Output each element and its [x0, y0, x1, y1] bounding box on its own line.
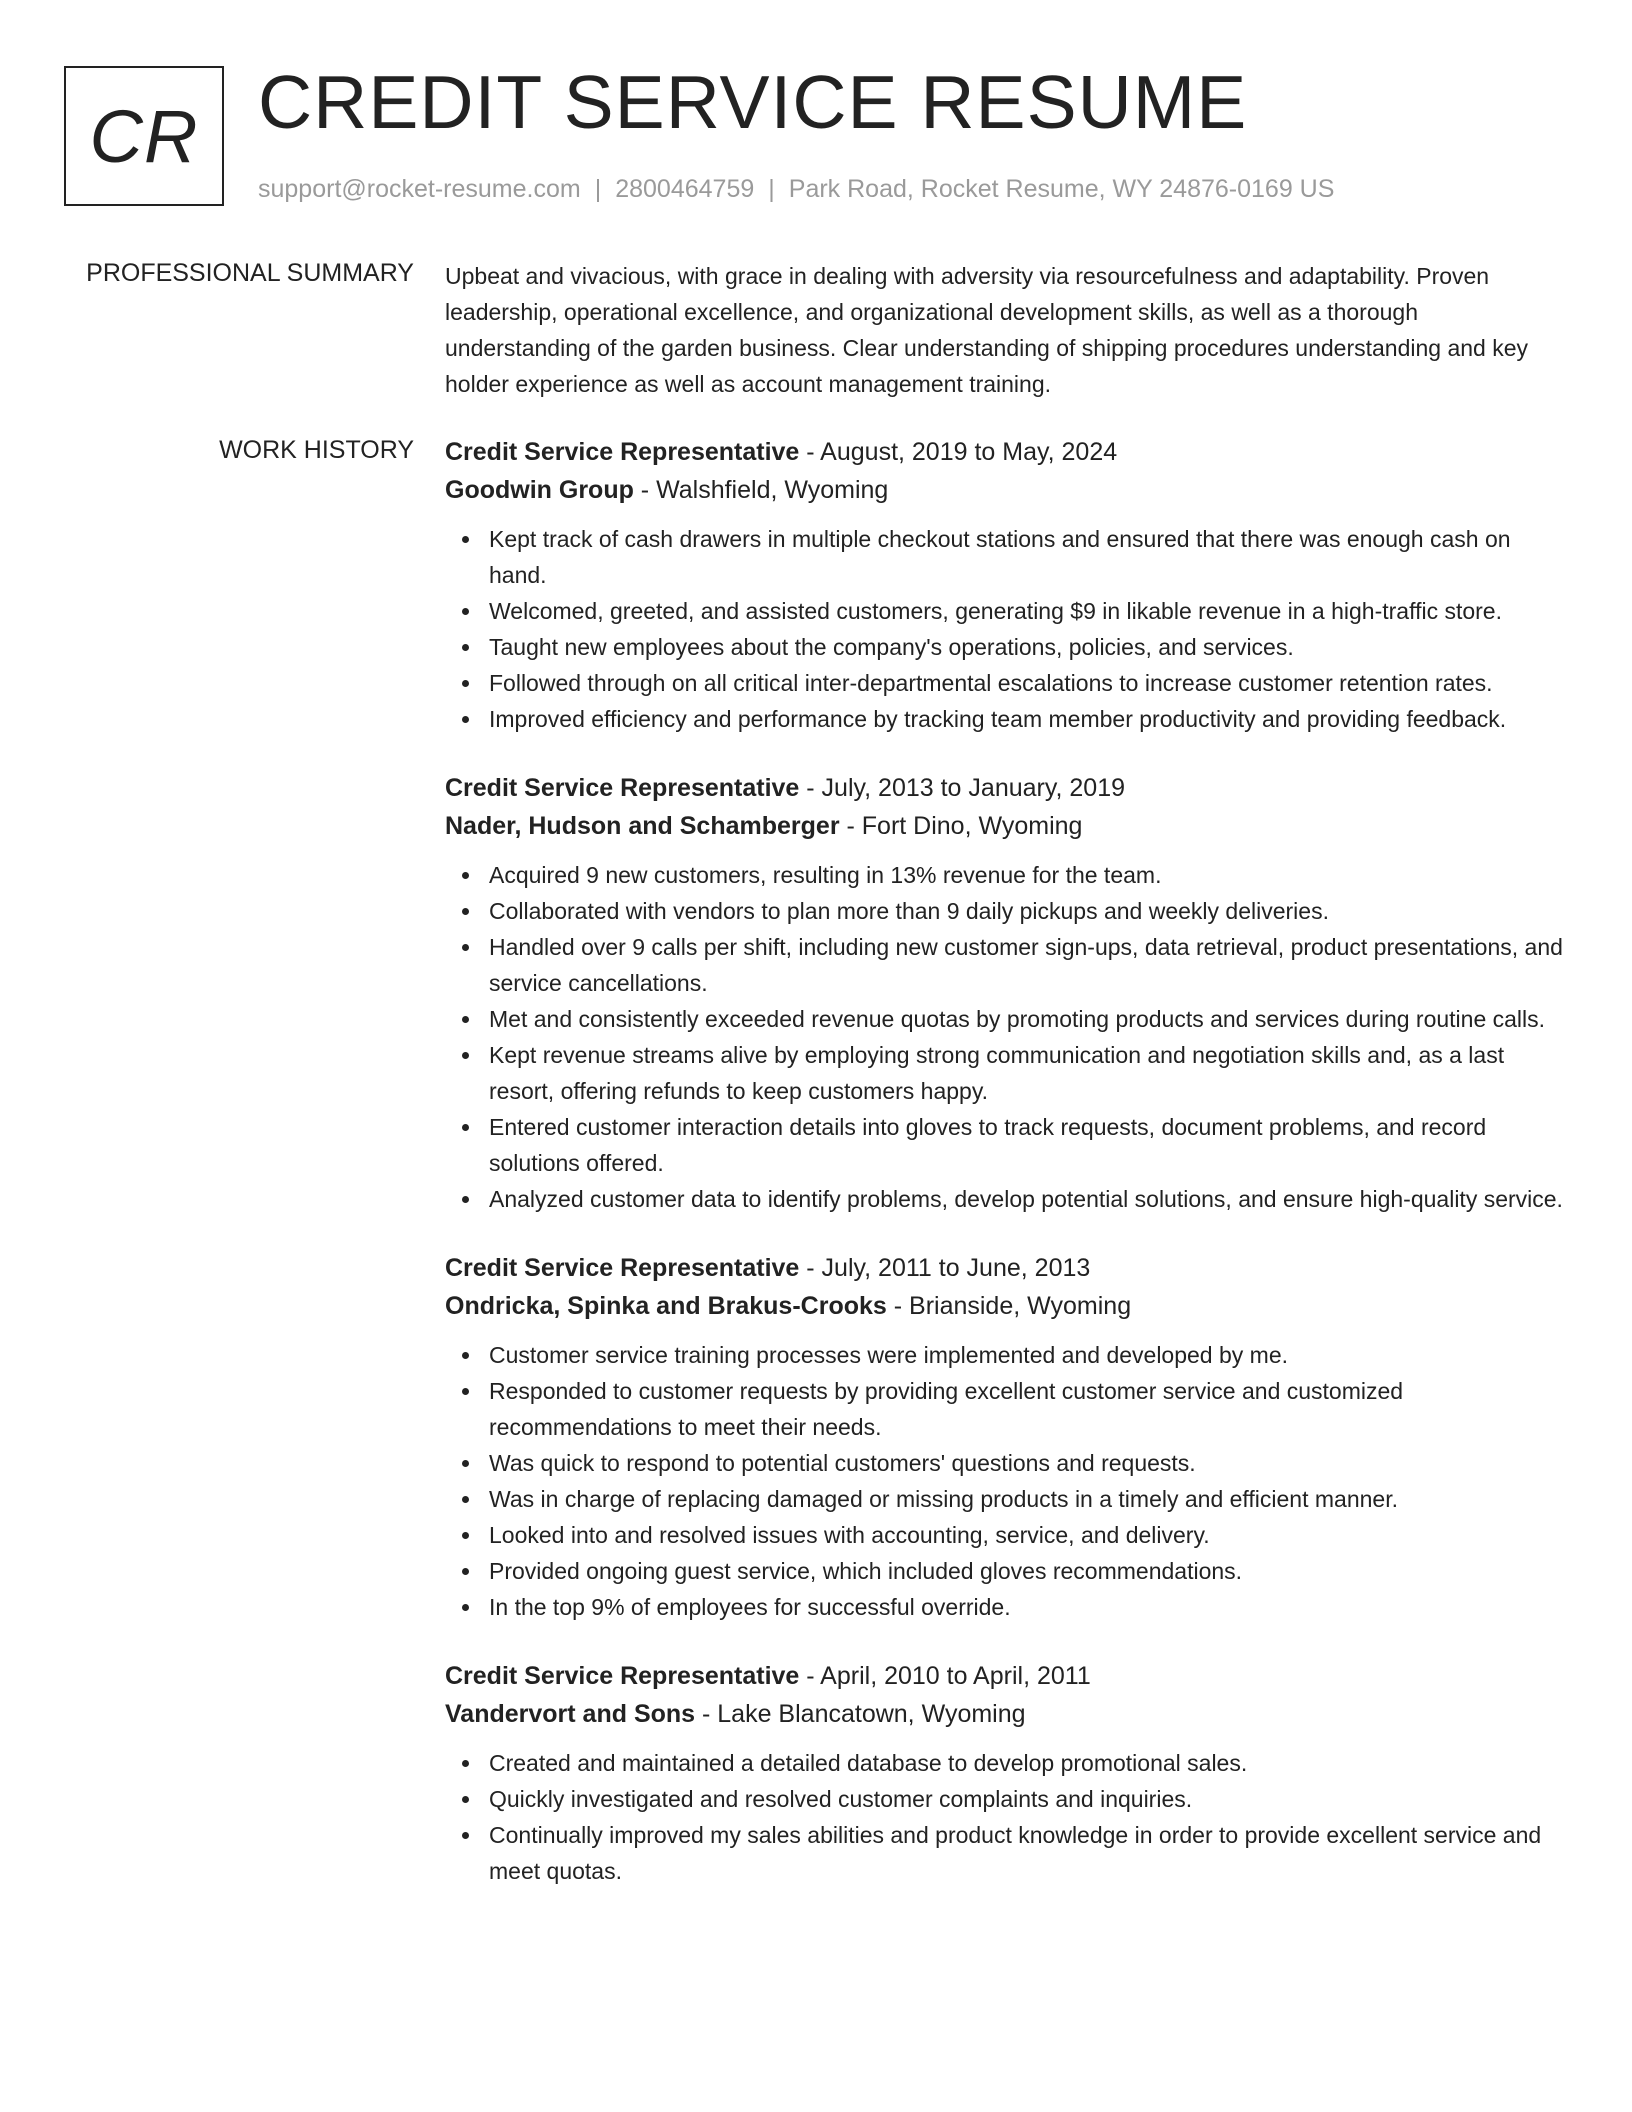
bullet-item: Handled over 9 calls per shift, including new customer sign-ups, data retrieval, product presentations, and service cancellations. [489, 929, 1563, 1001]
bullet-item: Collaborated with vendors to plan more than 9 daily pickups and weekly deliveries. [489, 893, 1563, 929]
job-location: - Brianside, Wyoming [886, 1292, 1132, 1320]
job-dates: - April, 2010 to April, 2011 [799, 1662, 1091, 1690]
job-title-line [445, 1249, 1563, 1287]
job-location: - Lake Blancatown, Wyoming [695, 1700, 1026, 1728]
work-history [445, 433, 1563, 1921]
bullet-item: Created and maintained a detailed database to develop promotional sales. [489, 1745, 1563, 1781]
job-title-line [445, 769, 1563, 807]
contact-address: Park Road, Rocket Resume, WY 24876-0169 US [788, 175, 1335, 203]
job-company: Goodwin Group [445, 476, 634, 504]
job-title-line [445, 1657, 1563, 1695]
job-entry [445, 1657, 1563, 1889]
job-company-line [445, 471, 1563, 509]
job-dates: - July, 2011 to June, 2013 [799, 1254, 1091, 1282]
work-section-label: WORK HISTORY [219, 436, 414, 464]
resume-title: CREDIT SERVICE RESUME [258, 60, 1248, 144]
job-bullets [445, 1337, 1563, 1625]
job-company: Ondricka, Spinka and Brakus-Crooks [445, 1292, 887, 1320]
bullet-item: Met and consistently exceeded revenue quotas by promoting products and services during routine calls. [489, 1001, 1563, 1037]
bullet-item: Responded to customer requests by providing excellent customer service and customized recommendations to meet their needs. [489, 1373, 1563, 1445]
bullet-item: Taught new employees about the company's operations, policies, and services. [489, 629, 1563, 665]
bullet-item: Was quick to respond to potential customers' questions and requests. [489, 1445, 1563, 1481]
contact-separator: | [594, 175, 602, 203]
job-title: Credit Service Representative [445, 1662, 800, 1690]
job-location: - Fort Dino, Wyoming [839, 812, 1083, 840]
bullet-item: Was in charge of replacing damaged or missing products in a timely and efficient manner. [489, 1481, 1563, 1517]
bullet-item: In the top 9% of employees for successful override. [489, 1589, 1563, 1625]
job-dates: - July, 2013 to January, 2019 [799, 774, 1126, 802]
job-company: Vandervort and Sons [445, 1700, 696, 1728]
bullet-item: Improved efficiency and performance by tracking team member productivity and providing feedback. [489, 701, 1563, 737]
job-title: Credit Service Representative [445, 438, 800, 466]
bullet-item: Kept track of cash drawers in multiple checkout stations and ensured that there was enough cash on hand. [489, 521, 1563, 593]
job-entry [445, 1249, 1563, 1625]
contact-separator: | [768, 175, 775, 203]
contact-line [258, 174, 1334, 204]
bullet-item: Continually improved my sales abilities and product knowledge in order to provide excellent service and meet quotas. [489, 1817, 1563, 1889]
bullet-item: Analyzed customer data to identify problems, develop potential solutions, and ensure high-quality service. [489, 1181, 1563, 1217]
job-company-line [445, 1695, 1563, 1733]
job-entry [445, 769, 1563, 1217]
job-title: Credit Service Representative [445, 1254, 800, 1282]
job-bullets [445, 857, 1563, 1217]
monogram: CR [64, 66, 224, 206]
bullet-item: Looked into and resolved issues with accounting, service, and delivery. [489, 1517, 1563, 1553]
bullet-item: Followed through on all critical inter-departmental escalations to increase customer retention rates. [489, 665, 1563, 701]
bullet-item: Kept revenue streams alive by employing strong communication and negotiation skills and, as a last resort, offering refunds to keep customers happy. [489, 1037, 1563, 1109]
bullet-item: Provided ongoing guest service, which included gloves recommendations. [489, 1553, 1563, 1589]
contact-email: support@rocket-resume.com [258, 175, 581, 203]
job-title: Credit Service Representative [445, 774, 800, 802]
job-dates: - August, 2019 to May, 2024 [799, 438, 1118, 466]
bullet-item: Entered customer interaction details into gloves to track requests, document problems, and record solutions offered. [489, 1109, 1563, 1181]
summary-text: Upbeat and vivacious, with grace in dealing with adversity via resourcefulness and adaptability. Proven leadership, operational excellence, and organizational development skills, as well as a thorough understanding of the garden business. Clear understanding of shipping procedures understanding and key holder experience as well as account management training. [445, 263, 1529, 397]
job-entry [445, 433, 1563, 737]
summary-section-label: PROFESSIONAL SUMMARY [86, 259, 414, 287]
bullet-item: Customer service training processes were implemented and developed by me. [489, 1337, 1563, 1373]
contact-phone: 2800464759 [615, 175, 755, 203]
job-company-line [445, 1287, 1563, 1325]
job-company-line [445, 807, 1563, 845]
job-bullets [445, 521, 1563, 737]
job-location: - Walshfield, Wyoming [633, 476, 889, 504]
bullet-item: Welcomed, greeted, and assisted customers, generating $9 in likable revenue in a high-traffic store. [489, 593, 1563, 629]
job-bullets [445, 1745, 1563, 1889]
job-title-line [445, 433, 1563, 471]
bullet-item: Quickly investigated and resolved customer complaints and inquiries. [489, 1781, 1563, 1817]
bullet-item: Acquired 9 new customers, resulting in 13% revenue for the team. [489, 857, 1563, 893]
job-company: Nader, Hudson and Schamberger [445, 812, 840, 840]
